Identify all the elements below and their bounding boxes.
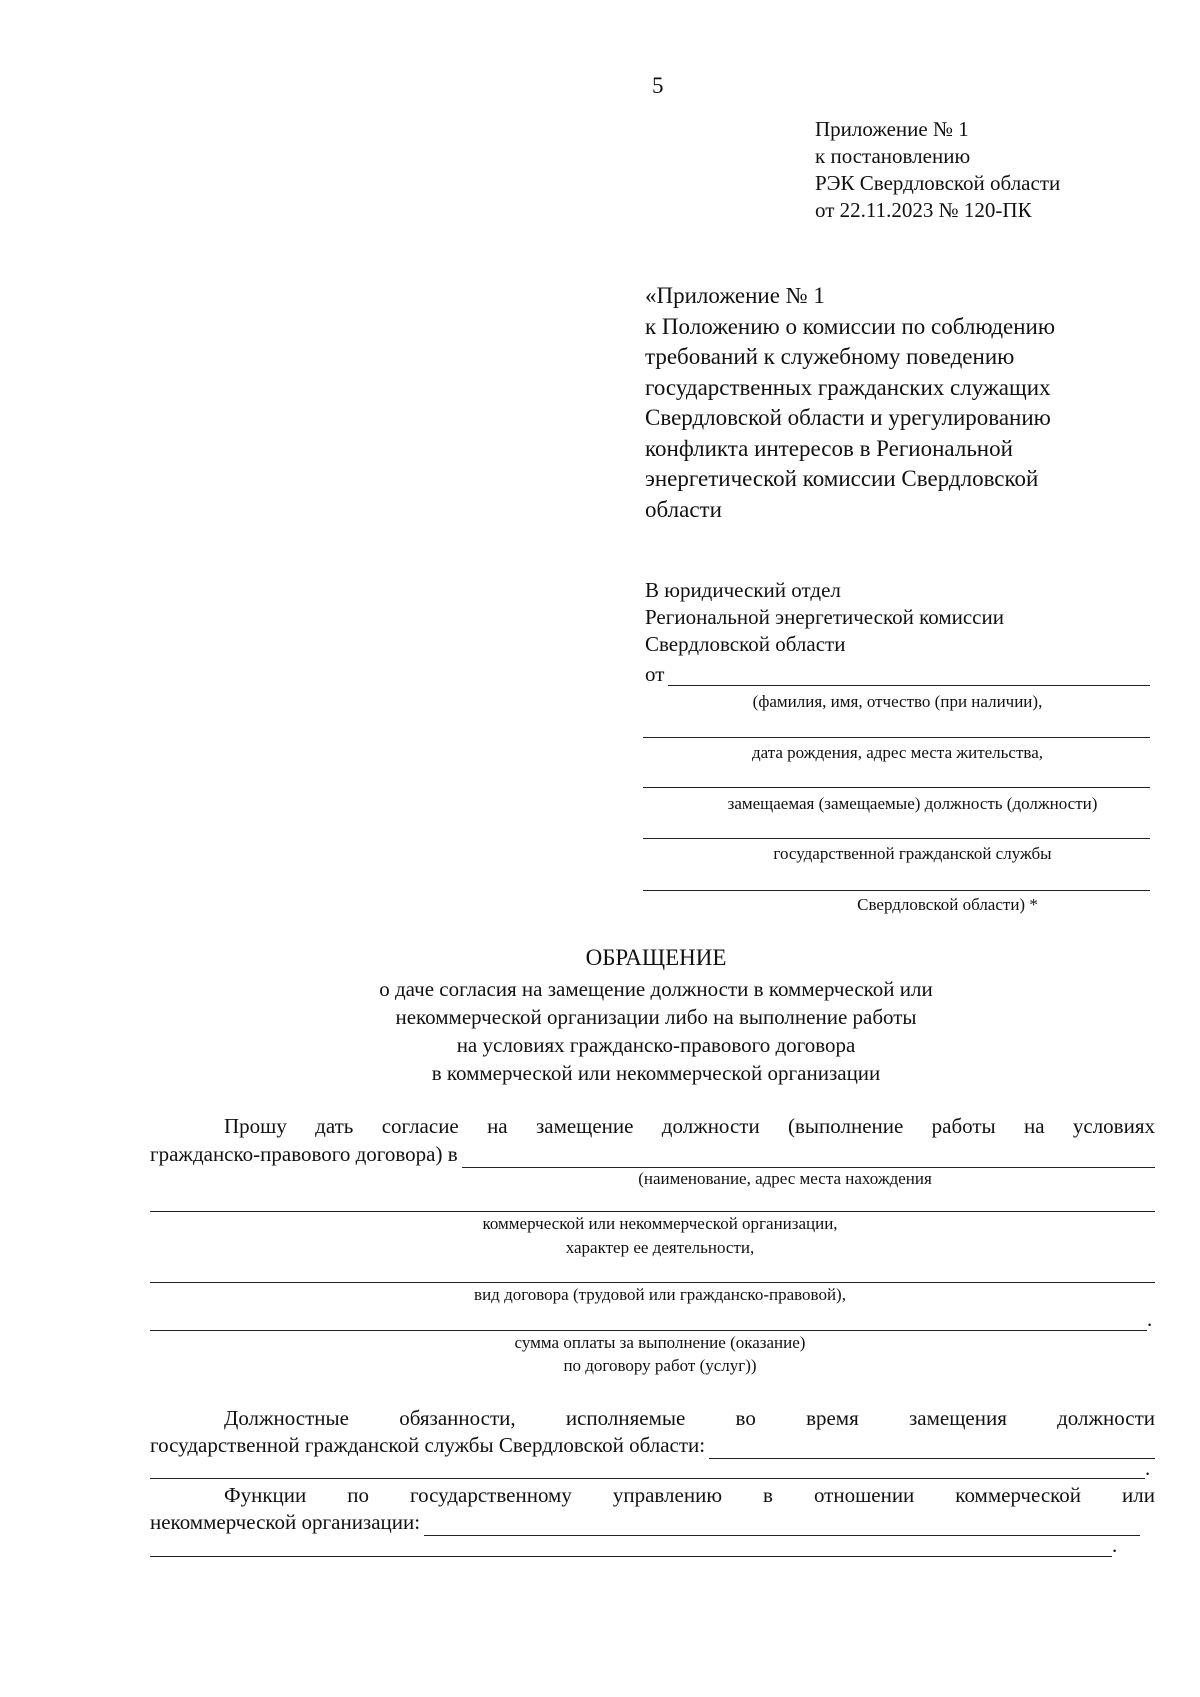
request-hint: сумма оплаты за выполнение (оказание): [514, 1333, 806, 1352]
duties-continuation-field[interactable]: [150, 1478, 1145, 1479]
from-name-field[interactable]: [668, 685, 1150, 686]
from-hint: дата рождения, адрес места жительства,: [751, 743, 1043, 762]
request-end-mark: .: [1147, 1307, 1153, 1331]
page-number: 5: [652, 73, 664, 98]
addressee-block: [645, 577, 1004, 658]
appendix-line: конфликта интересов в Региональной: [645, 435, 1013, 461]
functions-end-mark: .: [1112, 1533, 1118, 1557]
appendix-block: [645, 281, 1055, 525]
request-hint: характер ее деятельности,: [565, 1238, 755, 1257]
functions-line-1: Функции по государственному управлению в отношении коммерческой или: [224, 1483, 1155, 1507]
appendix-line: требований к служебному поведению: [645, 344, 1015, 369]
request-line-1: Прошу дать согласие на замещение должности (выполнение работы на условиях: [224, 1114, 1155, 1138]
from-service-field[interactable]: [643, 838, 1150, 839]
approval-line: от 22.11.2023 № 120-ПК: [815, 198, 1032, 222]
approval-line: Приложение № 1: [815, 117, 969, 141]
subtitle-line: о даче согласия на замещение должности в коммерческой или: [379, 977, 933, 1001]
addressee-line: В юридический отдел: [645, 578, 841, 602]
duties-line-2-text: государственной гражданской службы Свердловской области:: [150, 1433, 706, 1457]
subtitle-line: на условиях гражданско-правового договора: [456, 1033, 856, 1057]
from-hint: (фамилия, имя, отчество (при наличии),: [752, 692, 1043, 711]
approval-block: [815, 116, 1060, 224]
from-label: от: [645, 662, 665, 686]
subtitle-line: в коммерческой или некоммерческой организации: [431, 1061, 881, 1085]
from-hint: Свердловской области) *: [857, 895, 1038, 914]
from-position-field[interactable]: [643, 787, 1150, 788]
appendix-line: государственных гражданских служащих: [645, 374, 1051, 400]
from-hint: замещаемая (замещаемые) должность (должности): [727, 794, 1098, 813]
duties-field[interactable]: [709, 1440, 1155, 1459]
document-title: ОБРАЩЕНИЕ: [585, 945, 727, 970]
from-region-field[interactable]: [643, 890, 1150, 891]
functions-line-2-text: некоммерческой организации:: [150, 1510, 421, 1534]
request-hint: (наименование, адрес места нахождения: [638, 1169, 932, 1188]
appendix-line: «Приложение № 1: [645, 283, 825, 308]
addressee-line: Свердловской области: [645, 632, 846, 656]
from-birth-address-field[interactable]: [643, 737, 1150, 738]
duties-line-1: Должностные обязанности, исполняемые во время замещения должности: [224, 1406, 1155, 1430]
functions-line-2: [150, 1509, 1140, 1536]
duties-line-2: [150, 1432, 1155, 1459]
appendix-line: области: [645, 496, 722, 522]
approval-line: к постановлению: [815, 144, 971, 168]
addressee-line: Региональной энергетической комиссии: [645, 605, 1004, 629]
request-line-2-text: гражданско-правового договора) в: [150, 1142, 458, 1166]
request-hint: вид договора (трудовой или гражданско-правовой),: [474, 1285, 846, 1304]
contract-type-field[interactable]: [150, 1330, 1147, 1331]
functions-continuation-field[interactable]: [150, 1556, 1112, 1557]
organization-activity-field[interactable]: [150, 1282, 1155, 1283]
appendix-line: к Положению о комиссии по соблюдению: [645, 313, 1056, 339]
request-line-2: [150, 1141, 1155, 1168]
organization-address-field[interactable]: [150, 1211, 1155, 1212]
appendix-line: энергетической комиссии Свердловской: [645, 466, 1039, 491]
organization-field[interactable]: [462, 1149, 1155, 1168]
request-hint: коммерческой или некоммерческой организации,: [482, 1214, 838, 1233]
approval-line: РЭК Свердловской области: [815, 171, 1061, 195]
duties-end-mark: .: [1145, 1456, 1151, 1480]
appendix-line: Свердловской области и урегулированию: [645, 405, 1051, 430]
subtitle-line: некоммерческой организации либо на выполнение работы: [395, 1005, 917, 1029]
from-hint: государственной гражданской службы: [773, 844, 1052, 863]
functions-field[interactable]: [424, 1517, 1140, 1536]
document-subtitle: [0, 975, 1200, 1087]
request-hint: по договору работ (услуг)): [563, 1356, 757, 1375]
